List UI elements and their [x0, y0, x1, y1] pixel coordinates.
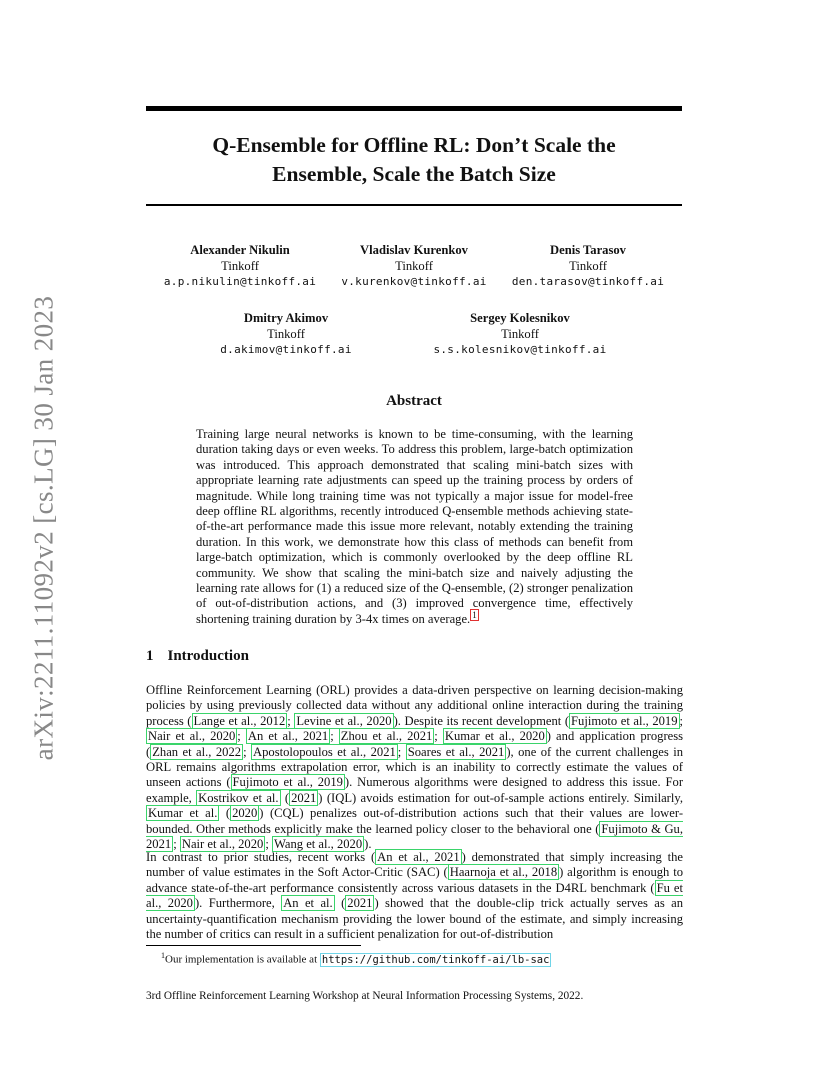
author-block — [500, 243, 676, 290]
text-run: In contrast to prior studies, recent works ( — [146, 850, 376, 864]
author-name: Dmitry Akimov — [243, 311, 329, 325]
text-run: ), one of the current challenges in ORL remains algorithms extrapolation error, which is an inability to correctly estimate the values of unseen actions ( — [146, 744, 683, 790]
footnote-text: Our implementation is available at — [165, 953, 320, 966]
citation-link[interactable]: Soares et al., 2021 — [407, 744, 505, 759]
repository-link[interactable]: https://github.com/tinkoff-ai/lb-sac — [321, 953, 550, 966]
text-run: ) (IQL) avoids estimation for out-of-sample actions entirely. Similarly, — [318, 790, 683, 805]
citation-link[interactable]: Apostolopoulos et al., 2021 — [253, 744, 396, 759]
citation-link[interactable]: Kumar et al., 2020 — [444, 729, 545, 744]
text-run: ; — [265, 837, 272, 852]
text-run: ) (CQL) penalizes out-of-distribution actions such that their values are lower-bounded. Other methods explicitly make the learned policy closer to the behavioral one ( — [146, 806, 684, 836]
footnote — [161, 949, 551, 967]
citation-link[interactable]: 2021 — [291, 790, 317, 805]
citation-link[interactable]: Fujimoto & Gu, 2021 — [146, 821, 683, 852]
citation-link[interactable]: An et al., 2021 — [247, 729, 329, 744]
citation-link[interactable]: Zhan et al., 2022 — [152, 744, 242, 759]
paper-title — [146, 131, 682, 189]
author-block — [196, 311, 376, 358]
section-heading — [146, 648, 249, 665]
text-run: ) and application progress ( — [146, 729, 684, 759]
citation-link[interactable]: An et al., 2021 — [377, 850, 460, 864]
text-run: ; — [287, 713, 295, 728]
citation-link[interactable]: Fu et al., 2020 — [146, 880, 683, 911]
text-run: ( — [334, 896, 346, 911]
footnote-rule — [146, 945, 361, 946]
citation-link[interactable]: Levine et al., 2020 — [296, 713, 392, 728]
author-affiliation: Tinkoff — [221, 258, 259, 273]
citation-link[interactable]: Kostrikov et al. — [198, 790, 279, 805]
text-run: ) algorithm is enough to advance state-of-the-art performance consistently across various datasets in the D4RL benchmark ( — [146, 865, 684, 895]
section-title: Introduction — [167, 648, 249, 664]
author-affiliation: Tinkoff — [501, 326, 539, 341]
author-email[interactable]: v.kurenkov@tinkoff.ai — [341, 275, 487, 288]
citation-link[interactable]: An et al. — [283, 896, 333, 911]
author-name: Sergey Kolesnikov — [470, 311, 570, 325]
text-run: ; — [237, 729, 246, 744]
text-run: ; — [397, 744, 406, 759]
author-email[interactable]: s.s.kolesnikov@tinkoff.ai — [433, 343, 607, 356]
text-run: ; — [434, 729, 443, 744]
author-name: Denis Tarasov — [550, 243, 626, 257]
text-run: ; — [173, 837, 180, 852]
section-number: 1 — [146, 648, 154, 664]
citation-link[interactable]: Kumar et al. — [148, 806, 218, 821]
text-run: ( — [219, 806, 231, 821]
footnote-mark: 1 — [161, 951, 165, 960]
citation-link[interactable]: 2021 — [347, 896, 373, 911]
author-email[interactable]: a.p.nikulin@tinkoff.ai — [163, 275, 317, 288]
author-affiliation: Tinkoff — [569, 258, 607, 273]
text-run: ) showed that the double-clip trick actually serves as an uncertainty-quantification mechanism providing the lower bound of the estimate, and simply increasing the number of critics can result in a sufficient penalization for out-of-distribution — [146, 896, 684, 942]
footnote-link[interactable]: 1 — [472, 609, 477, 620]
citation-link[interactable]: Fujimoto et al., 2019 — [232, 775, 343, 790]
arxiv-identifier: arXiv:2211.11092v2 [cs.LG] 30 Jan 2023 — [28, 295, 59, 761]
citation-link[interactable]: Wang et al., 2020 — [273, 837, 363, 852]
intro-paragraph-1 — [146, 683, 683, 852]
author-name: Vladislav Kurenkov — [360, 243, 468, 257]
abstract-heading: Abstract — [386, 393, 442, 409]
text-run: ) demonstrated that simply increasing the number of value estimates in the Soft Actor-Critic (SAC) ( — [146, 850, 684, 880]
citation-link[interactable]: Haarnoja et al., 2018 — [449, 865, 558, 880]
text-run: ; — [679, 713, 684, 728]
title-line: Ensemble, Scale the Batch Size — [272, 162, 556, 186]
abstract-text: Training large neural networks is known to be time-consuming, with the learning duration taking days or even weeks. To address this problem, large-batch optimization was introduced. This approach demonstrated that scaling mini-batch sizes with appropriate learning rate adjustments can speed up the training process by orders of magnitude. While long training time was not typically a major issue for model-free deep offline RL algorithms, recently introduced Q-ensemble methods achieving state-of-the-art performance made this issue more relevant, notably extending the training duration. In this work, we demonstrate how this class of methods can benefit from large-batch optimization, which is commonly overlooked by the deep offline RL community. We show that scaling the mini-batch size and naively adjusting the learning rate allows for (1) a reduced size of the Q-ensemble, (2) stronger penalization of out-of-distribution actions, and (3) improved convergence time, effectively shortening training duration by 3-4x times on average. — [196, 427, 633, 626]
citation-link[interactable]: Fujimoto et al., 2019 — [571, 713, 678, 728]
author-name: Alexander Nikulin — [190, 243, 290, 257]
author-affiliation: Tinkoff — [395, 258, 433, 273]
author-email[interactable]: den.tarasov@tinkoff.ai — [511, 275, 665, 288]
citation-link[interactable]: Lange et al., 2012 — [193, 713, 286, 728]
author-block — [150, 243, 330, 290]
text-run: ; — [330, 729, 339, 744]
title-line: Q-Ensemble for Offline RL: Don’t Scale the — [212, 133, 616, 157]
abstract-body — [196, 427, 633, 627]
title-top-rule — [146, 106, 682, 111]
citation-link[interactable]: Zhou et al., 2021 — [340, 729, 433, 744]
author-block — [420, 311, 620, 358]
text-run: ). Numerous algorithms were designed to address this issue. For example, — [146, 775, 684, 805]
text-run: ; — [243, 744, 252, 759]
citation-link[interactable]: Nair et al., 2020 — [181, 837, 264, 852]
intro-paragraph-2 — [146, 850, 683, 942]
author-email[interactable]: d.akimov@tinkoff.ai — [220, 343, 352, 356]
citation-link[interactable]: 2020 — [232, 806, 258, 821]
author-block — [326, 243, 502, 290]
title-bottom-rule — [146, 204, 682, 206]
venue-footer: 3rd Offline Reinforcement Learning Workshop at Neural Information Processing Systems, 2022. — [146, 990, 584, 1002]
citation-link[interactable]: Nair et al., 2020 — [148, 729, 236, 744]
text-run: ( — [280, 790, 290, 805]
text-run: ). Furthermore, — [194, 896, 282, 911]
text-run: ). Despite its recent development ( — [393, 713, 570, 728]
author-affiliation: Tinkoff — [267, 326, 305, 341]
text-run: Offline Reinforcement Learning (ORL) provides a data-driven perspective on learning decision-making policies by using previously collected data without any additional online interaction during the training process ( — [146, 683, 683, 728]
text-run: ). — [364, 837, 372, 852]
